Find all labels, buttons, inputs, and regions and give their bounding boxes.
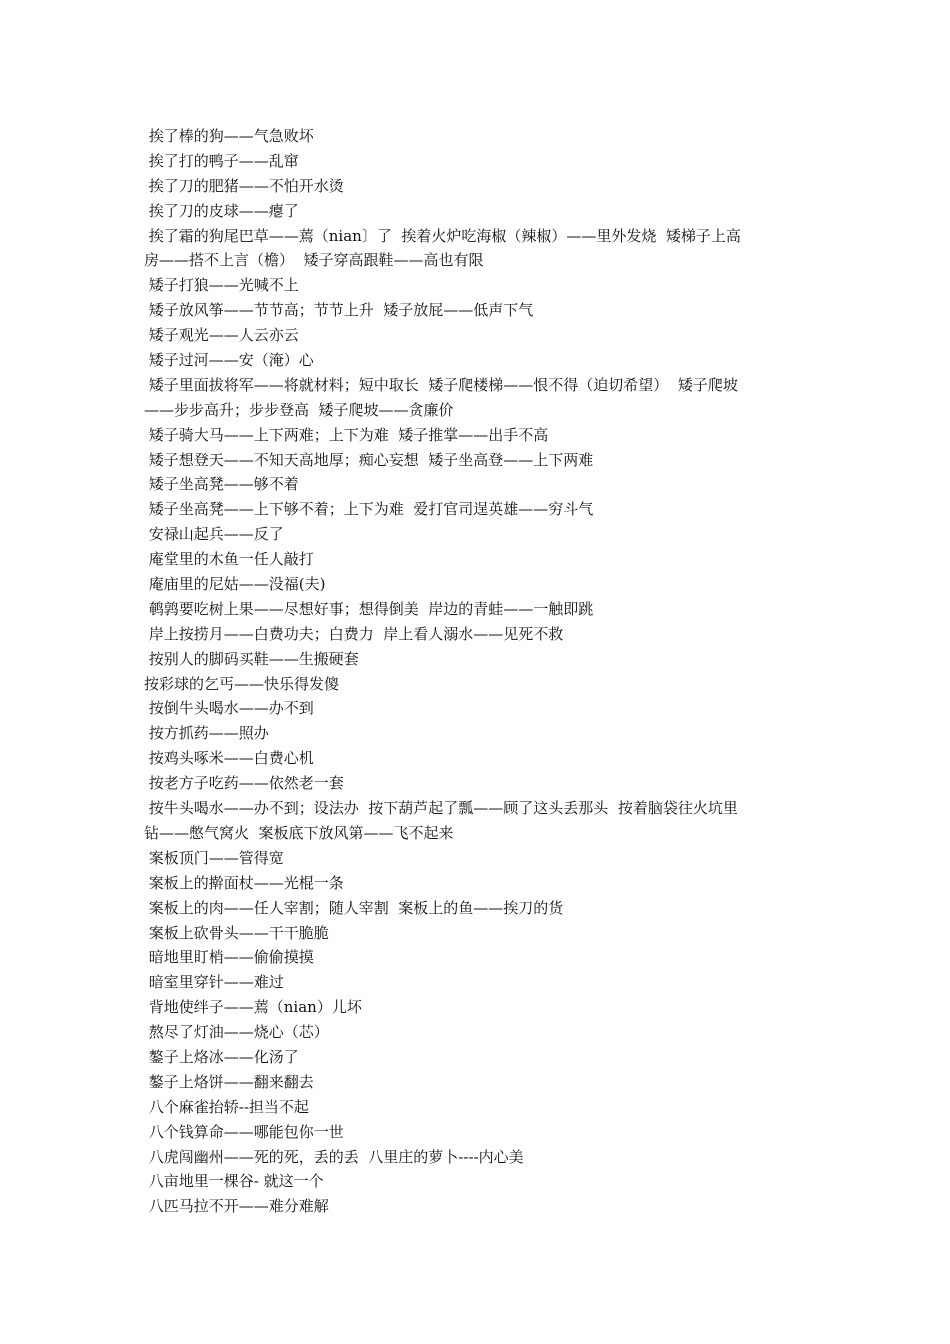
text-line: 暗室里穿针——难过 <box>144 973 284 992</box>
text-line: 背地使绊子——蔫（nian）儿坏 <box>144 998 362 1017</box>
text-line: 矮子坐高凳——上下够不着；上下为难 爱打官司逞英雄——穷斗气 <box>144 500 594 519</box>
text-line: 矮子放风筝——节节高；节节上升 矮子放屁——低声下气 <box>144 301 534 320</box>
text-line: 按别人的脚码买鞋——生搬硬套 <box>144 649 359 668</box>
text-line: 矮子想登天——不知天高地厚；痴心妄想 矮子坐高登——上下两难 <box>144 450 594 469</box>
text-line: 鹌鹑要吃树上果——尽想好事；想得倒美 岸边的青蛙——一触即跳 <box>144 599 594 618</box>
text-line: 八匹马拉不开——难分难解 <box>144 1197 329 1216</box>
text-line: 挨了打的鸭子——乱窜 <box>144 151 299 170</box>
text-line: 案板上的擀面杖——光棍一条 <box>144 873 344 892</box>
text-line: 挨了刀的皮球——瘪了 <box>144 201 299 220</box>
text-line: 安禄山起兵——反了 <box>144 525 284 544</box>
text-line: 案板顶门——管得宽 <box>144 848 284 867</box>
text-line: 按鸡头啄米——白费心机 <box>144 749 314 768</box>
text-line: 案板上砍骨头——干干脆脆 <box>144 923 329 942</box>
text-line: 熬尽了灯油——烧心（芯） <box>144 1023 329 1042</box>
text-line: 案板上的肉——任人宰割；随人宰割 案板上的鱼——挨刀的货 <box>144 898 564 917</box>
text-line: 挨了棒的狗——气急败坏 <box>144 127 314 145</box>
text-line: ——步步高升；步步登高 矮子爬坡——贪廉价 <box>144 400 454 419</box>
text-line: 房——搭不上言（檐） 矮子穿高跟鞋——高也有限 <box>144 251 484 270</box>
text-line: 矮子坐高凳——够不着 <box>144 475 299 494</box>
text-line: 挨了刀的肥猪——不怕开水烫 <box>144 176 344 195</box>
text-line: 按倒牛头喝水——办不到 <box>144 699 314 718</box>
text-line: 庵堂里的木鱼一任人敲打 <box>144 550 314 569</box>
text-line: 八虎闯幽州——死的死，丢的丢 八里庄的萝卜----内心美 <box>144 1147 524 1166</box>
text-line: 按老方子吃药——依然老一套 <box>144 774 344 793</box>
document-body <box>144 124 812 1219</box>
text-line: 按方抓药——照办 <box>144 724 269 743</box>
text-line: 矮子骑大马——上下两难；上下为难 矮子推掌——出手不高 <box>144 425 549 444</box>
text-line: 鏊子上烙饼——翻来翻去 <box>144 1072 314 1091</box>
text-line: 八个钱算命——哪能包你一世 <box>144 1122 344 1141</box>
text-line: 鏊子上烙冰——化汤了 <box>144 1047 299 1066</box>
text-line: 岸上按捞月——白费功夫；白费力 岸上看人溺水——见死不救 <box>144 624 564 643</box>
text-line: 八亩地里一棵谷- 就这一个 <box>144 1172 324 1191</box>
text-line: 挨了霜的狗尾巴草——蔫（nian〕了 挨着火炉吃海椒（辣椒）——里外发烧 矮梯子上高 <box>144 226 741 245</box>
text-line: 八个麻雀抬轿--担当不起 <box>144 1097 309 1116</box>
text-line: 矮子观光——人云亦云 <box>144 326 299 345</box>
text-line: 暗地里盯梢——偷偷摸摸 <box>144 948 314 967</box>
text-line: 按牛头喝水——办不到；设法办 按下葫芦起了瓢——顾了这头丢那头 按着脑袋往火坑里 <box>144 799 738 818</box>
text-line: 庵庙里的尼姑——没福(夫) <box>144 575 326 594</box>
text-line: 钻——憋气窝火 案板底下放风第——飞不起来 <box>144 823 454 842</box>
text-line: 矮子里面拔将军——将就材料；短中取长 矮子爬楼梯——恨不得（迫切希望） 矮子爬坡 <box>144 375 738 394</box>
text-line: 按彩球的乞丐——快乐得发傻 <box>144 674 340 693</box>
text-line: 矮子打狼——光喊不上 <box>144 276 299 295</box>
text-line: 矮子过河——安（淹）心 <box>144 351 314 370</box>
